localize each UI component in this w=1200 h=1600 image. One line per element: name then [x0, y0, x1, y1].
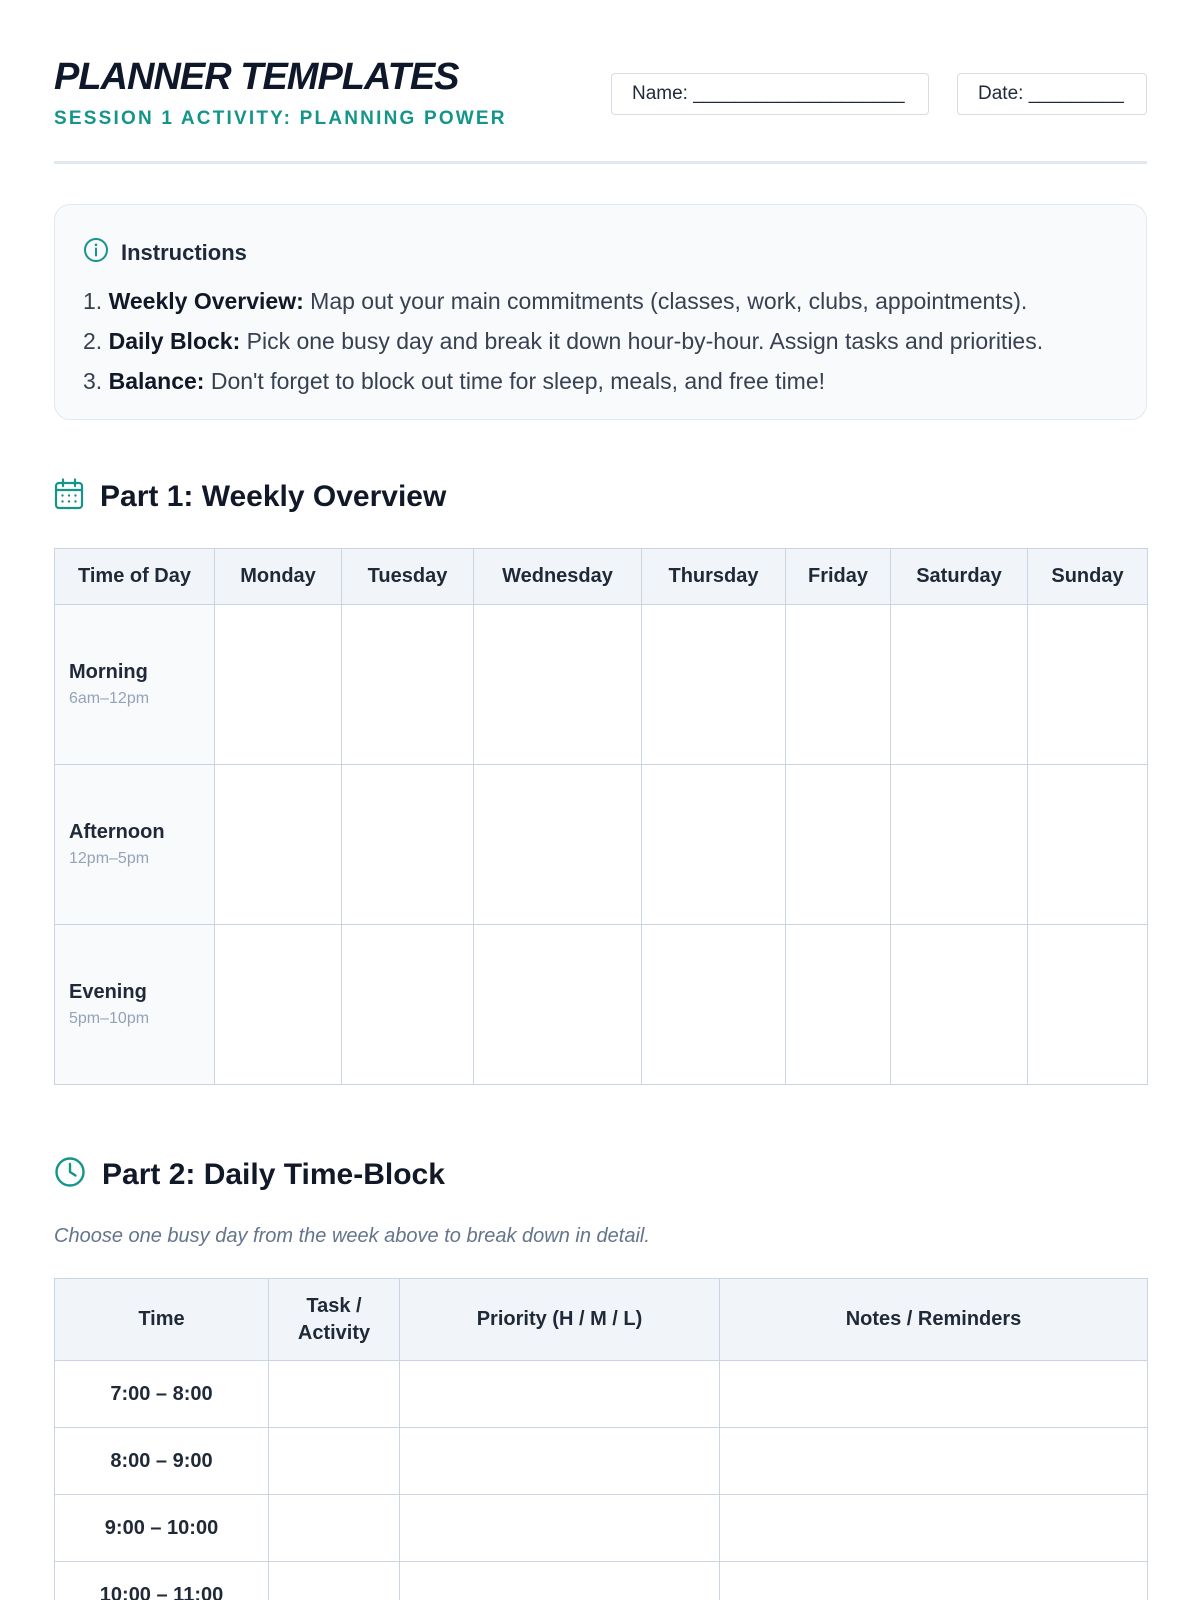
time-cell: 9:00 – 10:00 [55, 1495, 269, 1562]
weekly-section-title: Part 1: Weekly Overview [100, 479, 447, 513]
column-header: Sunday [1028, 549, 1148, 605]
row-header [55, 925, 215, 1085]
column-header: Monday [215, 549, 342, 605]
column-header: Priority (H / M / L) [400, 1279, 720, 1361]
daily-description: Choose one busy day from the week above to break down in detail. [54, 1225, 650, 1247]
column-header: Time [55, 1279, 269, 1361]
table-cell[interactable] [342, 765, 474, 925]
instruction-number: 3. [83, 368, 103, 394]
column-header: Task / Activity [269, 1279, 400, 1361]
row-header [55, 605, 215, 765]
instruction-text: Don't forget to block out time for sleep, meals, and free time! [204, 368, 826, 394]
row-header-time: 12pm–5pm [69, 850, 150, 867]
table-row [55, 605, 1148, 765]
table-cell[interactable] [720, 1562, 1148, 1600]
column-header: Tuesday [342, 549, 474, 605]
table-row [55, 765, 1148, 925]
row-header [55, 765, 215, 925]
row-header-name: Evening [69, 981, 147, 1003]
daily-section-title: Part 2: Daily Time-Block [102, 1157, 445, 1191]
table-cell[interactable] [269, 1562, 400, 1600]
table-cell[interactable] [269, 1361, 400, 1428]
table-cell[interactable] [400, 1495, 720, 1562]
table-cell[interactable] [786, 605, 891, 765]
table-row [55, 925, 1148, 1085]
row-header-name: Afternoon [69, 821, 165, 843]
table-cell[interactable] [215, 605, 342, 765]
column-header: Notes / Reminders [720, 1279, 1148, 1361]
instruction-number: 1. [83, 288, 103, 314]
time-cell: 7:00 – 8:00 [55, 1361, 269, 1428]
daily-table [54, 1278, 1148, 1600]
table-cell[interactable] [891, 605, 1028, 765]
name-field[interactable]: Name: ____________________ [611, 73, 929, 115]
page-title: PLANNER TEMPLATES [54, 56, 459, 98]
table-cell[interactable] [642, 925, 786, 1085]
instruction-text: Pick one busy day and break it down hour-by-hour. Assign tasks and priorities. [240, 328, 1044, 354]
table-cell[interactable] [400, 1428, 720, 1495]
clock-icon [54, 1156, 86, 1193]
table-cell[interactable] [720, 1495, 1148, 1562]
time-cell: 8:00 – 9:00 [55, 1428, 269, 1495]
calendar-icon [54, 478, 84, 515]
column-header: Thursday [642, 549, 786, 605]
weekly-header-row [55, 549, 1148, 605]
table-cell[interactable] [1028, 605, 1148, 765]
instructions-heading [83, 237, 247, 268]
table-cell[interactable] [474, 925, 642, 1085]
table-cell[interactable] [474, 765, 642, 925]
daily-header-row [55, 1279, 1148, 1361]
table-cell[interactable] [400, 1361, 720, 1428]
table-cell[interactable] [1028, 765, 1148, 925]
column-header: Wednesday [474, 549, 642, 605]
table-cell[interactable] [474, 605, 642, 765]
table-cell[interactable] [215, 765, 342, 925]
table-cell[interactable] [720, 1428, 1148, 1495]
instruction-text: Map out your main commitments (classes, work, clubs, appointments). [303, 288, 1028, 314]
table-cell[interactable] [891, 765, 1028, 925]
table-cell[interactable] [215, 925, 342, 1085]
instruction-label: Balance: [108, 368, 205, 394]
instruction-label: Weekly Overview: [108, 288, 304, 314]
column-header: Friday [786, 549, 891, 605]
row-header-name: Morning [69, 661, 148, 683]
date-field[interactable]: Date: _________ [957, 73, 1147, 115]
table-cell[interactable] [342, 605, 474, 765]
page-header [54, 0, 1147, 164]
table-cell[interactable] [400, 1562, 720, 1600]
weekly-section-heading [54, 478, 446, 515]
table-cell[interactable] [720, 1361, 1148, 1428]
instructions-title: Instructions [121, 239, 247, 265]
time-cell: 10:00 – 11:00 [55, 1562, 269, 1600]
instruction-label: Daily Block: [108, 328, 241, 354]
table-cell[interactable] [786, 925, 891, 1085]
table-cell[interactable] [342, 925, 474, 1085]
instruction-item [83, 321, 1043, 361]
instructions-list [83, 281, 1043, 401]
instructions-box [54, 204, 1147, 420]
table-cell[interactable] [786, 765, 891, 925]
instruction-item [83, 361, 1043, 401]
column-header: Time of Day [55, 549, 215, 605]
instruction-item [83, 281, 1043, 321]
table-cell[interactable] [269, 1428, 400, 1495]
table-row [55, 1495, 1148, 1562]
table-cell[interactable] [642, 605, 786, 765]
table-cell[interactable] [891, 925, 1028, 1085]
page-subtitle: SESSION 1 ACTIVITY: PLANNING POWER [54, 108, 507, 129]
table-row [55, 1562, 1148, 1600]
table-cell[interactable] [269, 1495, 400, 1562]
info-icon [83, 237, 109, 268]
table-row [55, 1428, 1148, 1495]
instruction-number: 2. [83, 328, 103, 354]
table-row [55, 1361, 1148, 1428]
table-cell[interactable] [642, 765, 786, 925]
column-header: Saturday [891, 549, 1028, 605]
daily-section-heading [54, 1156, 445, 1193]
row-header-time: 6am–12pm [69, 690, 150, 707]
weekly-table [54, 548, 1148, 1085]
table-cell[interactable] [1028, 925, 1148, 1085]
row-header-time: 5pm–10pm [69, 1010, 150, 1027]
